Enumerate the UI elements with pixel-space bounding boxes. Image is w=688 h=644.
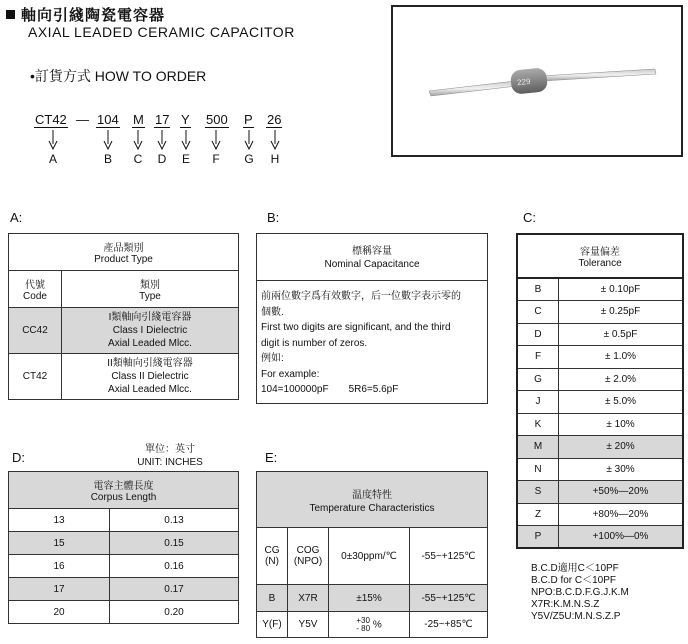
tolerance-row bbox=[517, 368, 683, 391]
code-part-a: CT42 bbox=[35, 112, 67, 127]
tolerance-value: ± 1.0% bbox=[559, 346, 684, 369]
section-e-label: E: bbox=[265, 450, 278, 465]
arrow-down-icon bbox=[48, 130, 58, 150]
length-row bbox=[9, 578, 239, 601]
code-letter-a: A bbox=[48, 152, 57, 166]
code-letter-g: G bbox=[244, 152, 254, 166]
tolerance-code: B bbox=[517, 278, 559, 301]
nominal-capacitance-body: 前兩位數字爲有效數字，后一位數字表示零的 個數. First two digits are significant, and the third digit is number of zeros. 例如: For example: 104=100000pF 5R6=5.6pF bbox=[256, 280, 488, 404]
tolerance-row bbox=[517, 346, 683, 369]
square-bullet-icon bbox=[6, 10, 15, 19]
code-part-c: M bbox=[133, 112, 144, 127]
capacitor-image-icon bbox=[393, 7, 681, 155]
length-code: 15 bbox=[9, 532, 110, 555]
section-c-label: C: bbox=[523, 210, 536, 225]
code-letter-d: D bbox=[157, 152, 167, 166]
unit-note: 單位：英寸 UNIT: INCHES bbox=[137, 444, 203, 468]
code-dash: — bbox=[76, 112, 89, 127]
length-value: 0.20 bbox=[110, 601, 239, 624]
length-code: 16 bbox=[9, 555, 110, 578]
code-letter-f: F bbox=[212, 152, 220, 166]
tolerance-notes: B.C.D適用C＜10PF B.C.D for C＜10PF NPO:B.C.D.F.G.J.K.M X7R:K.M.N.S.Z Y5V/Z5U:M.N.S.Z.P bbox=[531, 563, 629, 622]
how-to-order-heading: •訂貨方式 HOW TO ORDER bbox=[30, 68, 207, 84]
tolerance-value: +100%—0% bbox=[559, 526, 684, 549]
code-letter-h: H bbox=[270, 152, 280, 166]
photo-marking: 229 bbox=[516, 76, 531, 88]
tolerance-row bbox=[517, 503, 683, 526]
arrow-down-icon bbox=[133, 130, 143, 150]
tolerance-value: +50%—20% bbox=[559, 481, 684, 504]
capacitor-photo bbox=[391, 5, 683, 157]
page-title-en: AXIAL LEADED CERAMIC CAPACITOR bbox=[28, 24, 295, 40]
section-a-label: A: bbox=[10, 210, 23, 225]
arrow-down-icon bbox=[244, 130, 254, 150]
table-row: CT42 II類軸向引綫電容器 Class II Dielectric Axial Leaded Mlcc. bbox=[9, 354, 239, 400]
tolerance-value: ± 30% bbox=[559, 458, 684, 481]
table-row: CG (N) COG (NPO) 0±30ppm/℃ -55~+125℃ bbox=[257, 528, 488, 585]
arrow-down-icon bbox=[270, 130, 280, 150]
tolerance-value: +80%—20% bbox=[559, 503, 684, 526]
length-row bbox=[9, 532, 239, 555]
tolerance-value: ± 0.10pF bbox=[559, 278, 684, 301]
corpus-length-header: 電容主體長度 Corpus Length bbox=[9, 472, 239, 509]
tolerance-code: K bbox=[517, 413, 559, 436]
length-code: 13 bbox=[9, 509, 110, 532]
tolerance-code: F bbox=[517, 346, 559, 369]
arrow-down-icon bbox=[211, 130, 221, 150]
temperature-characteristics-table bbox=[256, 471, 488, 638]
code-part-g: P bbox=[244, 112, 253, 127]
arrow-down-icon bbox=[103, 130, 113, 150]
code-part-e: Y bbox=[181, 112, 190, 127]
length-code: 17 bbox=[9, 578, 110, 601]
code-letter-b: B bbox=[103, 152, 112, 166]
length-value: 0.13 bbox=[110, 509, 239, 532]
arrow-down-icon bbox=[157, 130, 167, 150]
tolerance-row bbox=[517, 391, 683, 414]
tolerance-value: ± 0.5pF bbox=[559, 323, 684, 346]
code-col-header: 代號 Code bbox=[9, 271, 62, 308]
tolerance-code: D bbox=[517, 323, 559, 346]
table-row: CC42 I類軸向引綫電容器 Class I Dielectric Axial Leaded Mlcc. bbox=[9, 308, 239, 354]
tolerance-value: ± 2.0% bbox=[559, 368, 684, 391]
section-b-label: B: bbox=[267, 210, 280, 225]
page-title-cn: 軸向引綫陶瓷電容器 bbox=[6, 4, 165, 25]
code-part-d: 17 bbox=[155, 112, 170, 127]
tolerance-value: ± 10% bbox=[559, 413, 684, 436]
tolerance-value: ± 20% bbox=[559, 436, 684, 459]
code-letter-c: C bbox=[133, 152, 143, 166]
tolerance-code: N bbox=[517, 458, 559, 481]
type-col-header: 類別 Type bbox=[62, 271, 239, 308]
tolerance-code: J bbox=[517, 391, 559, 414]
tolerance-value: ± 0.25pF bbox=[559, 301, 684, 324]
length-row bbox=[9, 555, 239, 578]
corpus-length-table bbox=[8, 471, 239, 624]
tolerance-code: S bbox=[517, 481, 559, 504]
tolerance-row bbox=[517, 436, 683, 459]
tolerance-row bbox=[517, 413, 683, 436]
product-type-header: 產品類別 Product Type bbox=[9, 234, 239, 271]
code-letter-e: E bbox=[181, 152, 190, 166]
code-part-f: 500 bbox=[206, 112, 228, 127]
tolerance-row bbox=[517, 323, 683, 346]
tolerance-code: P bbox=[517, 526, 559, 549]
length-value: 0.15 bbox=[110, 532, 239, 555]
tolerance-code: G bbox=[517, 368, 559, 391]
temperature-header: 温度特性 Temperature Characteristics bbox=[257, 472, 488, 528]
product-type-table bbox=[8, 233, 239, 400]
length-value: 0.16 bbox=[110, 555, 239, 578]
arrow-down-icon bbox=[181, 130, 191, 150]
tolerance-row bbox=[517, 526, 683, 549]
tolerance-row bbox=[517, 301, 683, 324]
length-value: 0.17 bbox=[110, 578, 239, 601]
tolerance-code: M bbox=[517, 436, 559, 459]
tolerance-row bbox=[517, 278, 683, 301]
table-row: Y(F) Y5V +30 - 80 % -25~+85℃ bbox=[257, 612, 488, 638]
table-row: B X7R ±15% -55~+125℃ bbox=[257, 585, 488, 612]
length-row bbox=[9, 509, 239, 532]
tolerance-code: Z bbox=[517, 503, 559, 526]
code-part-b: 104 bbox=[97, 112, 119, 127]
length-code: 20 bbox=[9, 601, 110, 624]
tolerance-code: C bbox=[517, 301, 559, 324]
code-part-h: 26 bbox=[267, 112, 282, 127]
tolerance-row bbox=[517, 481, 683, 504]
tolerance-row bbox=[517, 458, 683, 481]
nominal-capacitance-header: 標稱容量 Nominal Capacitance bbox=[256, 233, 488, 281]
tolerance-table bbox=[516, 233, 684, 549]
tolerance-header: 容量偏差 Tolerance bbox=[517, 234, 683, 278]
length-row bbox=[9, 601, 239, 624]
tolerance-value: ± 5.0% bbox=[559, 391, 684, 414]
section-d-label: D: bbox=[12, 450, 25, 465]
